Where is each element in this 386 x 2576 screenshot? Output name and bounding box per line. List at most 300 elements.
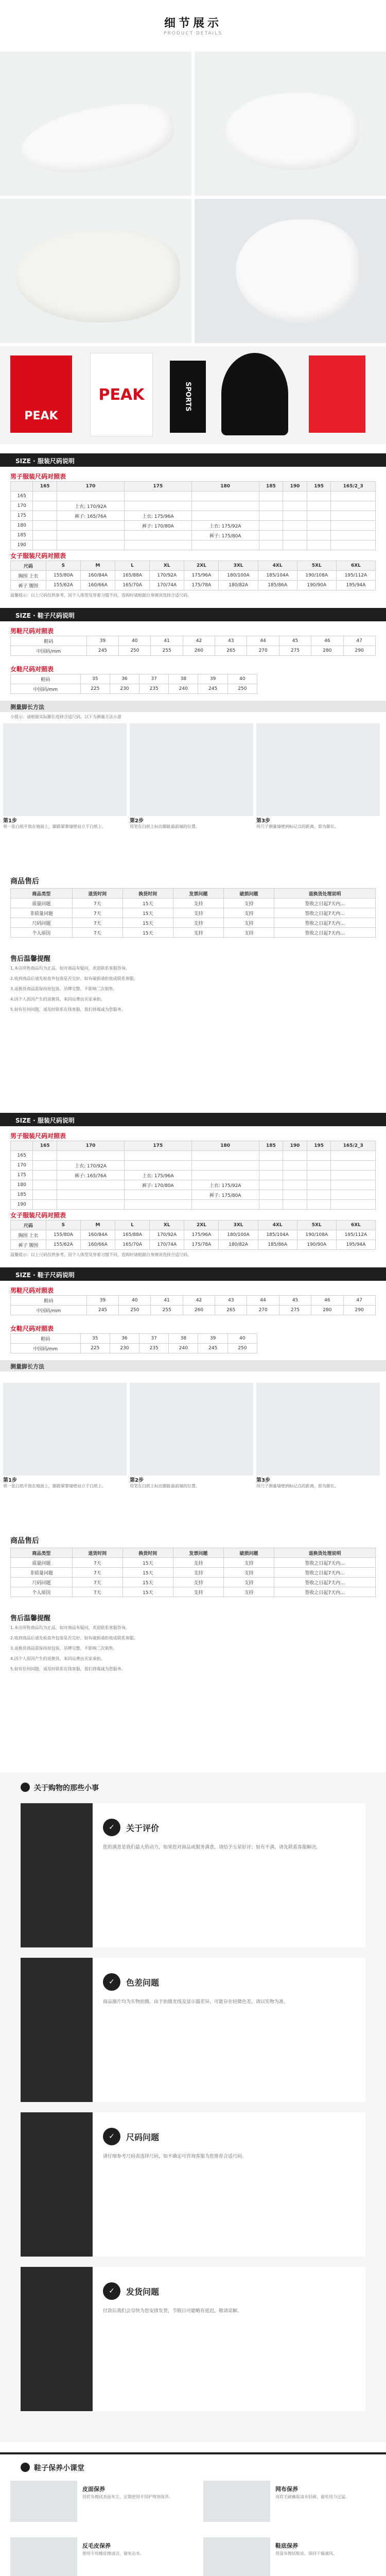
table-cell: 175/78A [184, 1240, 219, 1250]
table-cell: 190 [11, 1200, 33, 1210]
table-cell: 质量问题 [11, 899, 73, 908]
table-cell: 40 [119, 1296, 151, 1306]
table-row [11, 1151, 376, 1161]
table-header-cell: 180 [191, 1141, 259, 1151]
table-header-cell [11, 1141, 33, 1151]
table-cell: 7天 [72, 1578, 122, 1587]
measure-tip: 小提示：请根据实际脚长选择合适尺码，以下为测量方法示意 [10, 715, 121, 719]
table-cell: 165/88A [115, 571, 150, 581]
table-cell: 155/62A [46, 581, 80, 590]
table-cell: 175 [11, 1171, 33, 1180]
table-cell [283, 540, 307, 550]
measure-step-image [130, 723, 253, 816]
table-header-cell: 退货时间 [72, 889, 122, 899]
table-cell [191, 1171, 259, 1180]
table-header-cell: XL [150, 561, 184, 571]
table-header-cell: S [46, 1221, 80, 1230]
table-cell: 支持 [223, 1587, 274, 1597]
table-cell [259, 1171, 283, 1180]
table-row [11, 1161, 376, 1171]
size-bar-1-label: SIZE · 服装尺码说明 [15, 457, 75, 465]
table-cell: 37 [139, 674, 169, 684]
table-cell [331, 521, 376, 531]
table-cell: 46 [311, 636, 343, 646]
male-shoe-table-2 [10, 1295, 376, 1315]
table-cell [33, 521, 57, 531]
table-cell [331, 1171, 376, 1180]
table-header-cell: 165 [33, 482, 57, 492]
after-sale-paragraph: 4.因个人原因产生的退换货，来回运费由买家承担。 [10, 997, 105, 1002]
table-cell: 裤子: 170/80A [124, 1180, 191, 1190]
table-cell: 40 [119, 636, 151, 646]
table-cell [307, 492, 331, 501]
table-cell: 支持 [223, 899, 274, 908]
table-cell [191, 1151, 259, 1161]
table-cell: 160/84A [80, 1230, 115, 1240]
table-cell: 43 [215, 636, 247, 646]
care-item [10, 2537, 201, 2576]
table-cell: 鞋码 [11, 636, 87, 646]
table-cell: 44 [247, 1296, 279, 1306]
table-cell: 尺码问题 [11, 918, 73, 928]
table-cell [307, 531, 331, 540]
table-row [11, 1578, 376, 1587]
table-cell [33, 501, 57, 511]
table-cell: 鞋码 [11, 1334, 81, 1344]
detail-image-2 [195, 52, 386, 196]
table-cell: 290 [343, 1306, 375, 1315]
table-row [11, 581, 376, 590]
table-cell: 165 [11, 492, 33, 501]
measure-bar-1 [0, 701, 386, 712]
table-cell [283, 521, 307, 531]
care-item-title: 皮面保养 [82, 2486, 105, 2493]
table-cell: 235 [139, 1344, 169, 1353]
table-header-cell: 发票问题 [173, 889, 223, 899]
table-cell [57, 1190, 125, 1200]
table-cell [331, 1161, 376, 1171]
care-item-title: 网布保养 [275, 2486, 298, 2493]
table-row [11, 1240, 376, 1250]
shopping-title: 关于购物的那些小事 [34, 1784, 99, 1792]
after-sale-paragraph: 1.本店所售商品均为正品，如对商品有疑问，欢迎联系客服咨询。 [10, 1625, 130, 1630]
table-cell [331, 1180, 376, 1190]
table-cell: 180/82A [219, 581, 258, 590]
care-divider [0, 2452, 386, 2454]
table-cell [124, 501, 191, 511]
tag-red [10, 355, 72, 433]
tag-red-2 [309, 355, 365, 433]
table-cell: 裤子: 175/80A [191, 531, 259, 540]
table-header-cell: 4XL [258, 1221, 297, 1230]
table-cell: 195/112A [336, 571, 375, 581]
measure-step-image [256, 723, 380, 816]
table-header-cell: 破损问题 [223, 889, 274, 899]
table-row [11, 571, 376, 581]
table-cell: 255 [151, 1306, 183, 1315]
table-cell [33, 492, 57, 501]
table-cell: 155/80A [46, 1230, 80, 1240]
table-row [11, 1587, 376, 1597]
table-cell: 45 [279, 1296, 311, 1306]
table-cell: 270 [247, 1306, 279, 1315]
table-cell: 260 [183, 646, 215, 656]
table-cell: 250 [227, 1344, 257, 1353]
shoe-size-bar-1-label: SIZE · 鞋子尺码说明 [15, 612, 75, 619]
measure-bar-2-label: 测量脚长方法 [10, 1363, 44, 1370]
table-row [11, 540, 376, 550]
table-cell: 7天 [72, 908, 122, 918]
table-cell: 上衣: 175/92A [191, 1180, 259, 1190]
table-cell: 185/104A [258, 571, 297, 581]
size-bar-2 [0, 1113, 386, 1126]
table-cell: 42 [183, 1296, 215, 1306]
measure-step-text: 将一张白纸平放在地面上，脚跟紧靠墙壁站立于白纸上。 [3, 1484, 106, 1488]
table-header-cell: 2XL [184, 1221, 219, 1230]
table-header-cell: 退换货处理说明 [274, 889, 376, 899]
table-cell: 38 [169, 674, 198, 684]
measure-step-label: 第1步 [3, 1478, 17, 1483]
table-cell: 280 [311, 1306, 343, 1315]
table-cell [57, 1180, 125, 1190]
measure-step-text: 用尺子测量墙壁到标记点的距离，即为脚长。 [256, 824, 339, 829]
measure-step-text: 用笔在白纸上标出脚趾最前端的位置。 [130, 824, 200, 829]
table-row [11, 1568, 376, 1578]
table-cell: 275 [279, 646, 311, 656]
care-item-text: 用软布擦拭表面灰尘，定期使用专用护理剂保养。 [82, 2495, 173, 2499]
table-cell: 265 [215, 646, 247, 656]
table-cell: 支持 [223, 918, 274, 928]
service-table-2 [10, 1548, 376, 1597]
table-cell [259, 521, 283, 531]
table-cell: 7天 [72, 899, 122, 908]
detail-subtitle: PRODUCT DETAILS [164, 31, 222, 36]
measure-step [3, 1383, 127, 1489]
table-header-cell: 尺码 [11, 561, 46, 571]
after-sale-paras-2 [10, 1625, 376, 1676]
table-cell: 支持 [223, 928, 274, 938]
table-cell: 支持 [173, 1578, 223, 1587]
table-header-cell: 195 [307, 1141, 331, 1151]
table-cell: 165/70A [115, 581, 150, 590]
after-sale-paragraph: 1.本店所售商品均为正品，如对商品有疑问，欢迎联系客服咨询。 [10, 966, 130, 971]
table-cell: 中国码/mm [11, 1306, 87, 1315]
table-header-cell: S [46, 561, 80, 571]
table-header-cell: 185 [259, 482, 283, 492]
detail-image-3 [0, 199, 191, 343]
table-cell: 15天 [122, 1558, 173, 1568]
table-cell: 签收之日起7天内... [274, 908, 376, 918]
table-cell [124, 1190, 191, 1200]
shopping-card-title: 色差问题 [126, 1978, 160, 1988]
table-cell [331, 492, 376, 501]
table-cell [307, 501, 331, 511]
table-header-cell: 170 [57, 1141, 125, 1151]
table-cell [283, 531, 307, 540]
table-cell [33, 540, 57, 550]
table-cell: 裤子 腰围 [11, 1240, 46, 1250]
measure-step-image [3, 1383, 127, 1476]
table-row [11, 899, 376, 908]
table-cell: 155/80A [46, 571, 80, 581]
table-row [11, 492, 376, 501]
care-item-title: 反毛皮保养 [82, 2543, 111, 2549]
shopping-card-title: 发货问题 [126, 2287, 160, 2297]
table-cell: 47 [343, 636, 375, 646]
table-cell: 15天 [122, 1578, 173, 1587]
table-cell: 15天 [122, 908, 173, 918]
table-cell [307, 511, 331, 521]
table-cell: 签收之日起7天内... [274, 899, 376, 908]
female-size-title-2: 女子服装尺码对照表 [10, 1212, 66, 1219]
table-cell [331, 1200, 376, 1210]
table-cell: 上衣: 175/92A [191, 521, 259, 531]
table-cell: 250 [119, 646, 151, 656]
shopping-card-text: 商品图片均为实物拍摄，由于拍摄光线及显示器差异，可能存在轻微色差，请以实物为准。 [103, 1999, 289, 2005]
table-cell: 275 [279, 1306, 311, 1315]
table-cell: 40 [227, 674, 257, 684]
table-header-cell: 165 [33, 1141, 57, 1151]
table-cell: 260 [183, 1306, 215, 1315]
table-cell [124, 1200, 191, 1210]
measure-step-image [3, 723, 127, 816]
table-cell [331, 540, 376, 550]
table-cell: 175/96A [184, 1230, 219, 1240]
table-header-cell: 180 [191, 482, 259, 492]
tag-black-round [221, 353, 288, 435]
table-cell: 支持 [223, 1568, 274, 1578]
shopping-card [21, 1803, 365, 1947]
table-cell: 190 [11, 540, 33, 550]
measure-step-label: 第3步 [256, 1478, 270, 1483]
table-cell: 支持 [223, 1578, 274, 1587]
table-cell: 39 [86, 636, 118, 646]
table-cell: 胸围 上衣 [11, 1230, 46, 1240]
table-cell: 195/94A [336, 581, 375, 590]
shopping-card-image [21, 2112, 93, 2257]
table-cell: 190/108A [297, 1230, 336, 1240]
table-header-cell: 5XL [297, 1221, 336, 1230]
table-cell [124, 1161, 191, 1171]
table-header-cell: 175 [124, 1141, 191, 1151]
care-title: 鞋子保养小课堂 [34, 2464, 84, 2472]
table-header-cell: 3XL [219, 1221, 258, 1230]
shopping-card-image [21, 2267, 93, 2411]
table-header-cell: 3XL [219, 561, 258, 571]
table-cell: 15天 [122, 928, 173, 938]
table-cell: 155/62A [46, 1240, 80, 1250]
shopping-card-text: 请仔细参考尺码表选择尺码，如不确定可咨询客服为您推荐合适尺码。 [103, 2154, 247, 2159]
table-cell [33, 1171, 57, 1180]
table-cell: 上衣: 175/96A [124, 511, 191, 521]
table-cell: 47 [343, 1296, 375, 1306]
table-cell: 中国码/mm [11, 646, 87, 656]
table-row [11, 1171, 376, 1180]
table-cell: 上衣: 170/92A [57, 501, 125, 511]
table-cell [57, 492, 125, 501]
table-cell [259, 1161, 283, 1171]
table-cell: 裤子 腰围 [11, 581, 46, 590]
table-cell: 41 [151, 636, 183, 646]
table-cell: 170/92A [150, 571, 184, 581]
female-shoe-table-2 [10, 1333, 257, 1353]
after-sale-paragraph: 5.如有任何问题，请及时联系在线客服，我们将竭诚为您服务。 [10, 1667, 126, 1671]
table-header-cell: 170 [57, 482, 125, 492]
table-cell: 支持 [173, 908, 223, 918]
table-cell: 7天 [72, 918, 122, 928]
table-cell: 160/84A [80, 571, 115, 581]
female-size-title: 女子服装尺码对照表 [10, 552, 66, 560]
table-header-cell: L [115, 1221, 150, 1230]
table-cell [191, 511, 259, 521]
table-header-cell: 175 [124, 482, 191, 492]
table-cell: 180/82A [219, 1240, 258, 1250]
shopping-card [21, 2267, 365, 2411]
care-dot-icon [21, 2463, 30, 2472]
table-cell: 非质量问题 [11, 1568, 73, 1578]
table-cell: 15天 [122, 1587, 173, 1597]
table-cell: 鞋码 [11, 1296, 87, 1306]
table-cell: 190/108A [297, 571, 336, 581]
measure-steps-1 [3, 723, 380, 829]
table-cell: 7天 [72, 928, 122, 938]
shopping-card-image [21, 1803, 93, 1947]
table-cell [191, 492, 259, 501]
table-cell [259, 531, 283, 540]
service-title-1: 商品售后 [10, 877, 39, 886]
table-header-cell: 2XL [184, 561, 219, 571]
table-row [11, 1558, 376, 1568]
shopping-dot-icon [21, 1783, 30, 1792]
table-cell: 180/100A [219, 571, 258, 581]
table-cell: 非质量问题 [11, 908, 73, 918]
measure-step-label: 第3步 [256, 818, 270, 824]
table-cell [259, 540, 283, 550]
table-cell [331, 1190, 376, 1200]
table-cell: 160/66A [80, 1240, 115, 1250]
size-note-2: 温馨提示：以上尺码仅供参考，因个人体型及穿着习惯不同，选购时请根据自身情况选择合适尺码。 [10, 1252, 191, 1257]
service-title-2: 商品售后 [10, 1537, 39, 1545]
table-cell: 签收之日起7天内... [274, 1578, 376, 1587]
care-item [203, 2481, 386, 2522]
male-shoe-table [10, 636, 376, 656]
table-cell: 245 [86, 1306, 118, 1315]
table-cell: 个人原因 [11, 1587, 73, 1597]
measure-step [130, 723, 253, 829]
measure-step-label: 第1步 [3, 818, 17, 824]
table-cell [307, 1151, 331, 1161]
after-sale-paragraph: 2.收到商品后请先检查外包装是否完好，如有破损请拒收或联系客服。 [10, 1636, 138, 1640]
table-cell: 280 [311, 646, 343, 656]
table-cell: 245 [86, 646, 118, 656]
table-header-cell: 商品类型 [11, 889, 73, 899]
table-cell: 245 [198, 1344, 227, 1353]
table-header-cell: 换货时间 [122, 1548, 173, 1558]
shoe-size-bar-2-label: SIZE · 鞋子尺码说明 [15, 1272, 75, 1279]
table-row [11, 531, 376, 540]
table-cell: 39 [198, 674, 227, 684]
after-sale-title-2: 售后温馨提醒 [10, 1615, 51, 1622]
table-header-cell: 换货时间 [122, 889, 173, 899]
female-shoe-title: 女鞋尺码对照表 [10, 666, 54, 673]
table-cell: 7天 [72, 1558, 122, 1568]
table-cell: 175/78A [184, 581, 219, 590]
table-cell [33, 531, 57, 540]
table-cell: 签收之日起7天内... [274, 1558, 376, 1568]
table-cell: 265 [215, 1306, 247, 1315]
shoe-size-bar-1 [0, 608, 386, 621]
table-row [11, 908, 376, 918]
table-row [11, 1190, 376, 1200]
table-cell [33, 511, 57, 521]
after-sale-title-1: 售后温馨提醒 [10, 955, 51, 963]
table-header-cell: 190 [283, 482, 307, 492]
table-cell: 7天 [72, 1587, 122, 1597]
measure-step [256, 1383, 380, 1489]
table-cell: 裤子: 165/76A [57, 511, 125, 521]
table-cell [283, 1171, 307, 1180]
shopping-card [21, 2112, 365, 2257]
table-cell: 175/96A [184, 571, 219, 581]
table-cell: 270 [247, 646, 279, 656]
table-header-cell: 4XL [258, 561, 297, 571]
care-item-text: 使用专用橡皮擦清洁，避免沾水。 [82, 2551, 144, 2556]
table-cell [259, 1151, 283, 1161]
care-item-image [203, 2537, 270, 2576]
table-cell [57, 540, 125, 550]
shopping-card-icon: ✓ [103, 1973, 120, 1991]
table-cell: 165/88A [115, 1230, 150, 1240]
table-header-cell: 5XL [297, 561, 336, 571]
table-cell: 中国码/mm [11, 684, 81, 694]
table-cell: 250 [227, 684, 257, 694]
measure-step-text: 将一张白纸平放在地面上，脚跟紧靠墙壁站立于白纸上。 [3, 824, 106, 829]
table-cell [283, 1190, 307, 1200]
table-row [11, 521, 376, 531]
table-cell: 230 [110, 1344, 139, 1353]
table-cell: 240 [169, 1344, 198, 1353]
size-bar-1 [0, 453, 386, 467]
measure-step [256, 723, 380, 829]
size-note: 温馨提示：以上尺码仅供参考，因个人体型及穿着习惯不同，选购时请根据自身情况选择合适尺码。 [10, 593, 191, 598]
table-cell [191, 501, 259, 511]
table-cell: 支持 [223, 1558, 274, 1568]
tag-white [90, 353, 153, 436]
shopping-card-icon: ✓ [103, 1819, 120, 1836]
table-cell: 165 [11, 1151, 33, 1161]
table-header-cell: 退货时间 [72, 1548, 122, 1558]
measure-step [130, 1383, 253, 1489]
table-header-cell: 尺码 [11, 1221, 46, 1230]
table-cell: 41 [151, 1296, 183, 1306]
table-row [11, 1180, 376, 1190]
table-cell: 支持 [173, 1558, 223, 1568]
table-cell: 180/100A [219, 1230, 258, 1240]
table-cell [307, 540, 331, 550]
table-cell: 175 [11, 511, 33, 521]
table-cell [33, 1151, 57, 1161]
shopping-card-text: 付款后我们会尽快为您安排发货，节假日可能略有延迟，敬请谅解。 [103, 2309, 242, 2314]
table-cell [283, 492, 307, 501]
male-size-table-2 [10, 1141, 376, 1210]
table-row [11, 918, 376, 928]
table-cell: 46 [311, 1296, 343, 1306]
size-bar-2-label: SIZE · 服装尺码说明 [15, 1117, 75, 1124]
after-sale-paragraph: 4.因个人原因产生的退换货，来回运费由买家承担。 [10, 1656, 105, 1661]
table-cell: 裤子: 175/80A [191, 1190, 259, 1200]
table-cell [283, 1151, 307, 1161]
table-cell: 40 [227, 1334, 257, 1344]
